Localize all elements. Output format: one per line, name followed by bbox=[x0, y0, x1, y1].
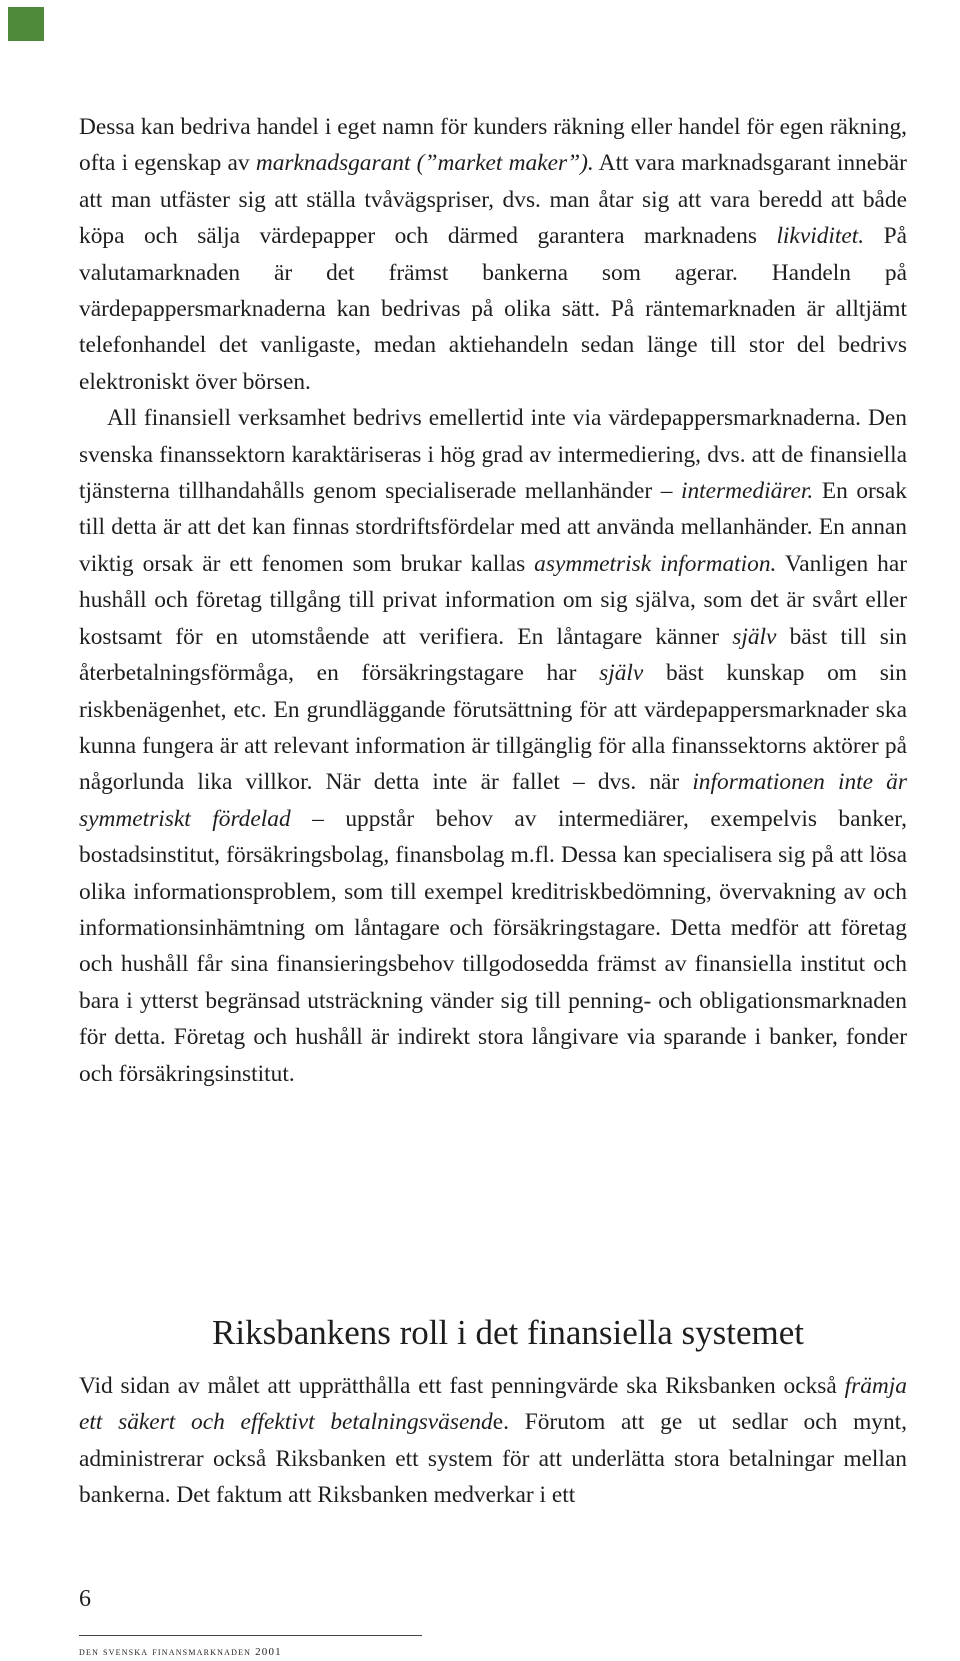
paragraph-2 bbox=[79, 400, 907, 1092]
text-run: Dessa kan bedriva handel i eget namn för kunders räkning eller handel för egen räkning, ofta i egenskap av bbox=[79, 114, 907, 177]
emphasis-run: likviditet. bbox=[776, 223, 865, 250]
text-run: bäst till sin återbetalningsförmåga, en försäkringstagare har bbox=[79, 623, 907, 687]
footer-rule bbox=[79, 1635, 422, 1636]
page-number: 6 bbox=[79, 1586, 91, 1612]
section-heading: Riksbankens roll i det finansiella systemet bbox=[212, 1313, 804, 1352]
paragraph-1 bbox=[79, 109, 907, 400]
section-text bbox=[79, 1368, 907, 1514]
text-run: På valutamarknaden är det främst bankerna som agerar. Handeln på värdepappersmarknaderna kan bedrivas på olika sätt. På räntemarknaden är alltjämt telefonhandel det vanligaste, medan aktiehandeln sedan länge till stor del bedrivs elektroniskt över börsen. bbox=[79, 223, 907, 395]
text-run: All finansiell verksamhet bedrivs emellertid inte via värdepappersmarknaderna. Den svenska finanssektorn karaktäriseras i hög grad av intermediering, dvs. att de finansiella tjänsterna tillhandahålls genom specialiserade mellanhänder – bbox=[79, 405, 907, 505]
corner-color-mark bbox=[8, 7, 44, 41]
emphasis-run: informationen inte är symmetriskt fördelad bbox=[79, 769, 907, 832]
emphasis-run: själv bbox=[599, 660, 644, 687]
emphasis-run: asymmetrisk information. bbox=[534, 550, 777, 577]
text-run: bäst kunskap om sin riskbenägenhet, etc. En grundläggande förutsättning för att värdepappersmarknader ska kunna fungera är att relevant information är tillgänglig för alla finanssektorns aktörer på någorlunda lika villkor. När detta inte är fallet – dvs. när bbox=[79, 660, 908, 796]
emphasis-run: själv bbox=[732, 623, 777, 650]
running-footer-title: den svenska finansmarknaden 2001 bbox=[79, 1646, 282, 1658]
text-run: En orsak till detta är att det kan finnas stordriftsfördelar med att använda mellanhänder. En annan viktig orsak är ett fenomen som brukar kallas bbox=[79, 478, 907, 577]
text-run: Vanligen har hushåll och företag tillgång till privat information om sig själva, som det är svårt eller kostsamt för en utomstående att verifiera. En låntagare känner bbox=[79, 550, 907, 650]
emphasis-run: marknadsgarant (”market maker”). bbox=[255, 150, 594, 177]
section-paragraph-1 bbox=[79, 1368, 907, 1514]
emphasis-run: främja ett säkert och effektivt betalningsväsend bbox=[79, 1373, 907, 1436]
body-text bbox=[79, 109, 907, 1092]
text-run: e. Förutom att ge ut sedlar och mynt, administrerar också Riksbanken ett system för att underlätta stora betalningar mellan bankerna. Det faktum att Riksbanken medverkar i ett bbox=[79, 1409, 907, 1509]
emphasis-run: intermediärer. bbox=[680, 478, 814, 505]
text-run: – uppstår behov av intermediärer, exempelvis banker, bostadsinstitut, försäkringsbolag, finansbolag m.fl. Dessa kan specialisera sig på att lösa olika informationsproblem, som till exempel kreditriskbedömning, övervakning av och informationsinhämtning om låntagare och försäkringstagare. Detta medför att företag och hushåll får sina finansieringsbehov tillgodosedda främst av finansiella institut och bara i ytterst begränsad utsträckning vänder sig till penning- och obligationsmarknaden för detta. Företag och hushåll är indirekt stora långivare via sparande i banker, fonder och försäkringsinstitut. bbox=[79, 805, 907, 1087]
text-run: Vid sidan av målet att upprätthålla ett fast penningvärde ska Riksbanken också bbox=[79, 1373, 845, 1399]
text-run: Att vara marknadsgarant innebär att man utfäster sig att ställa tvåvägspriser, dvs. man åtar sig att vara beredd att både köpa och sälja värdepapper och därmed garantera marknadens bbox=[79, 150, 907, 250]
